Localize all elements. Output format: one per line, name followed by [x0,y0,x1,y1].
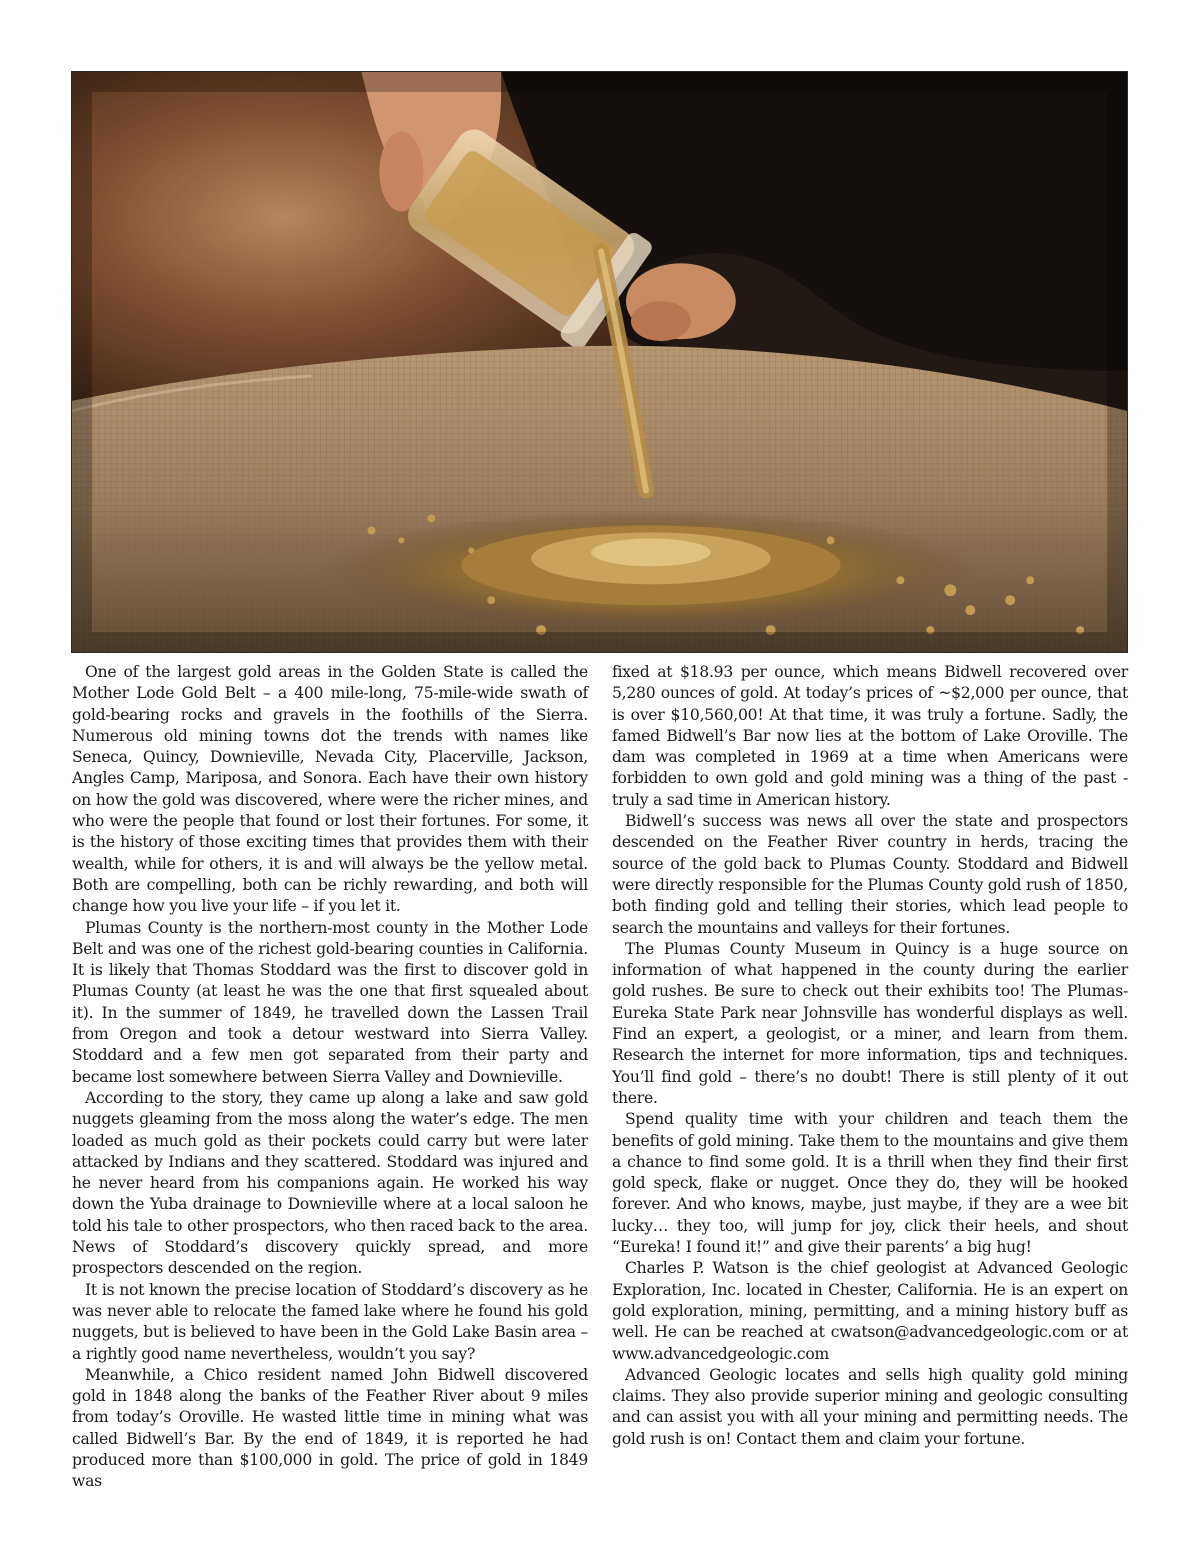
article-column-left [72,662,588,1542]
article-column-right [612,662,1128,1542]
article-paragraph-continued: fixed at $18.93 per ounce, which means Bidwell recovered over 5,280 ounces of gold. At today’s prices of ~$2,000 per ounce, that is over $10,560,00! At that time, it was truly a fortune. Sadly, the famed Bidwell’s Bar now lies at the bottom of Lake Oroville. The dam was completed in 1969 at a time when Americans were forbidden to own gold and gold mining was a thing of the past - truly a sad time in American history. [612,663,1128,809]
company-blurb: Advanced Geologic locates and sells high quality gold mining claims. They also provide superior mining and geologic consulting and can assist you with all your mining and permitting needs. The gold rush is on! Contact them and claim your fortune. [612,1365,1128,1448]
photo-gold-nuggets [71,71,1128,653]
author-bio: Charles P. Watson is the chief geologist at Advanced Geologic Exploration, Inc. located in Chester, California. He is an expert on gold exploration, mining, permitting, and a mining history buff as well. He can be reached at cwatson@advancedgeologic.com or at www.advancedgeologic.com [612,1259,1128,1363]
article-paragraph: Bidwell’s success was news all over the state and prospectors descended on the Feather River country in herds, tracing the source of the gold back to Plumas County. Stoddard and Bidwell were directly responsible for the Plumas County gold rush of 1850, both finding gold and telling their stories, which lead people to search the mountains and valleys for their fortunes. [612,812,1128,937]
article-paragraph: Plumas County is the northern-most county in the Mother Lode Belt and was one of the richest gold-bearing counties in California. It is likely that Thomas Stoddard was the first to discover gold in Plumas County (at least he was the one that first squealed about it). In the summer of 1849, he travelled down the Lassen Trail from Oregon and took a detour westward into Sierra Valley. Stoddard and a few men got separated from their party and became lost somewhere between Sierra Valley and Downieville. [72,918,588,1086]
article-paragraph: One of the largest gold areas in the Golden State is called the Mother Lode Gold Belt – a 400 mile-long, 75-mile-wide swath of gold-bearing rocks and gravels in the foothills of the Sierra. Numerous old mining towns dot the trends with names like Seneca, Quincy, Downieville, Nevada City, Placerville, Jackson, Angles Camp, Mariposa, and Sonora. Each have their own history on how the gold was discovered, where were the richer mines, and who were the people that found or lost their fortunes. For some, it is the history of those exciting times that provides them with their wealth, while for others, it is and will always be the yellow metal. Both are compelling, both can be richly rewarding, and both will change how you live your life – if you let it. [72,663,588,916]
article-body [72,662,1128,1542]
article-paragraph: According to the story, they came up along a lake and saw gold nuggets gleaming from the moss along the water’s edge. The men loaded as much gold as their pockets could carry but were later attacked by Indians and they scattered. Stoddard was injured and he never heard from his companions again. He worked his way down the Yuba drainage to Downieville where at a local saloon he told his tale to other prospectors, who then raced back to the area. News of Stoddard’s discovery quickly spread, and more prospectors descended on the region. [72,1088,588,1278]
article-paragraph: The Plumas County Museum in Quincy is a huge source on information of what happened in the county during the earlier gold rushes. Be sure to check out their exhibits too! The Plumas-Eureka State Park near Johnsville has wonderful displays as well. Find an expert, a geologist, or a miner, and learn from them. Research the internet for more information, tips and techniques. You’ll find gold – there’s no doubt! There is still plenty of it out there. [612,939,1128,1107]
article-paragraph: It is not known the precise location of Stoddard’s discovery as he was never able to relocate the famed lake where he found his gold nuggets, but is believed to have been in the Gold Lake Basin area – a rightly good name nevertheless, wouldn’t you say? [72,1280,588,1363]
article-paragraph: Meanwhile, a Chico resident named John Bidwell discovered gold in 1848 along the banks of the Feather River about 9 miles from today’s Oroville. He wasted little time in mining what was called Bidwell’s Bar. By the end of 1849, it is reported he had produced more than $100,000 in gold. The price of gold in 1849 was [72,1365,588,1491]
photo-illustration [72,72,1127,652]
article-paragraph: Spend quality time with your children and teach them the benefits of gold mining. Take them to the mountains and give them a chance to find some gold. It is a thrill when they find their first gold speck, flake or nugget. Once they do, they will be hooked forever. And who knows, maybe, just maybe, if they are a wee bit lucky… they too, will jump for joy, click their heels, and shout “Eureka! I found it!” and give their parents’ a big hug! [612,1110,1128,1257]
